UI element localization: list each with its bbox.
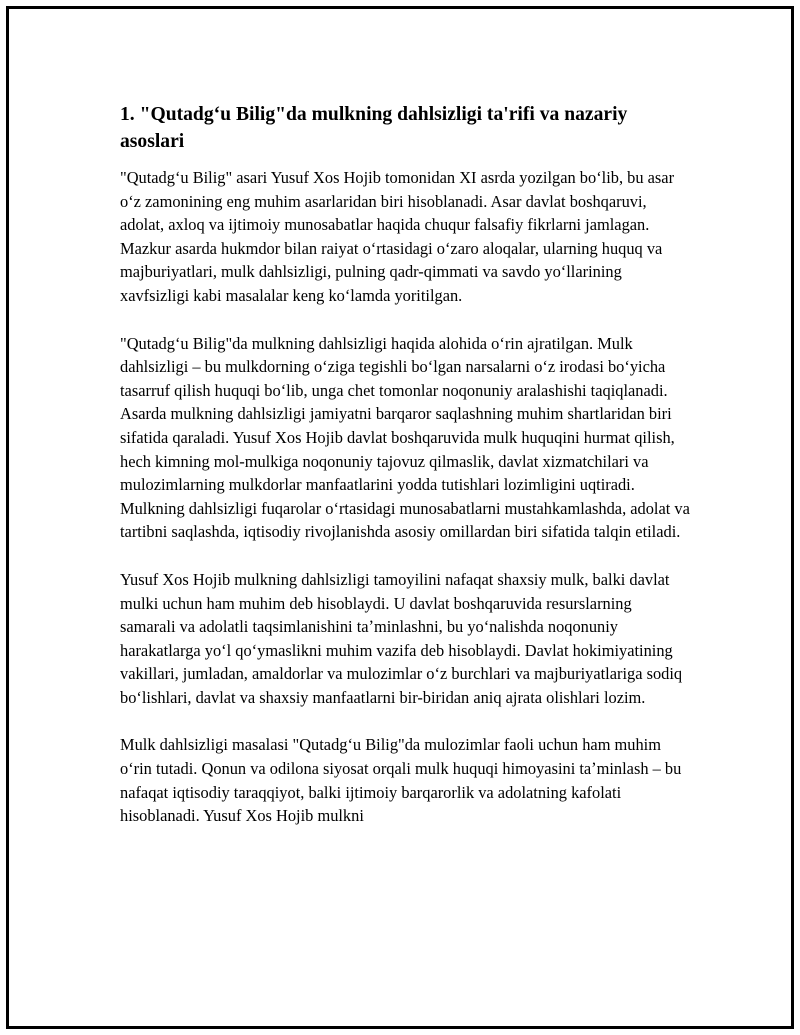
section-heading: 1. "Qutadgʻu Bilig"da mulkning dahlsizligi ta'rifi va nazariy asoslari bbox=[120, 104, 628, 152]
document-body bbox=[120, 101, 690, 852]
paragraph-3: Yusuf Xos Hojib mulkning dahlsizligi tamoyilini nafaqat shaxsiy mulk, balki davlat mulki uchun ham muhim deb hisoblaydi. U davlat boshqaruvida resurslarning samarali va adolatli taqsimlanishini taʼminlashni, bu yoʻnalishda noqonuniy harakatlarga yoʻl qoʻymaslikni muhim vazifa deb hisoblaydi. Davlat hokimiyatining vakillari, jumladan, amaldorlar va mulozimlar oʻz burchlari va majburiyatlariga sodiq boʻlishlari, davlat va shaxsiy manfaatlarni bir-biridan aniq ajrata olishlari lozim. bbox=[120, 569, 683, 707]
paragraph-4: Mulk dahlsizligi masalasi "Qutadgʻu Bilig"da mulozimlar faoli uchun ham muhim oʻrin tutadi. Qonun va odilona siyosat orqali mulk huquqi himoyasini taʼminlash – bu nafaqat iqtisodiy taraqqiyot, balki ijtimoiy barqarorlik va adolatning kafolati hisoblanadi. Yusuf Xos Hojib mulkni bbox=[120, 735, 682, 826]
paragraph-1: "Qutadgʻu Bilig" asari Yusuf Xos Hojib tomonidan XI asrda yozilgan boʻlib, bu asar oʻz zamonining eng muhim asarlaridan biri hisoblanadi. Asar davlat boshqaruvi, adolat, axloq va ijtimoiy munosabatlar haqida chuqur falsafiy fikrlarni jamlagan. Mazkur asarda hukmdor bilan raiyat oʻrtasidagi oʻzaro aloqalar, ularning huquq va majburiyatlari, mulk dahlsizligi, pulning qadr-qimmati va savdo yoʻllarining xavfsizligi kabi masalalar keng koʻlamda yoritilgan. bbox=[120, 168, 675, 305]
document-page bbox=[6, 6, 794, 1029]
paragraph-2: "Qutadgʻu Bilig"da mulkning dahlsizligi haqida alohida oʻrin ajratilgan. Mulk dahlsizligi – bu mulkdorning oʻziga tegishli boʻlgan narsalarni oʻz irodasi boʻyicha tasarruf qilish huquqi boʻlib, unga chet tomonlar noqonuniy aralashishi taqiqlanadi. Asarda mulkning dahlsizligi jamiyatni barqaror saqlashning muhim shartlaridan biri sifatida qaraladi. Yusuf Xos Hojib davlat boshqaruvida mulk huquqini hurmat qilish, hech kimning mol-mulkiga noqonuniy tajovuz qilmaslik, davlat xizmatchilari va mulozimlarning mulkdorlar manfaatlarini yodda tutishlari lozimligini uqtiradi. Mulkning dahlsizligi fuqarolar oʻrtasidagi munosabatlarni mustahkamlashda, adolat va tartibni saqlashda, iqtisodiy rivojlanishda asosiy omillardan biri sifatida talqin etiladi. bbox=[120, 333, 690, 542]
